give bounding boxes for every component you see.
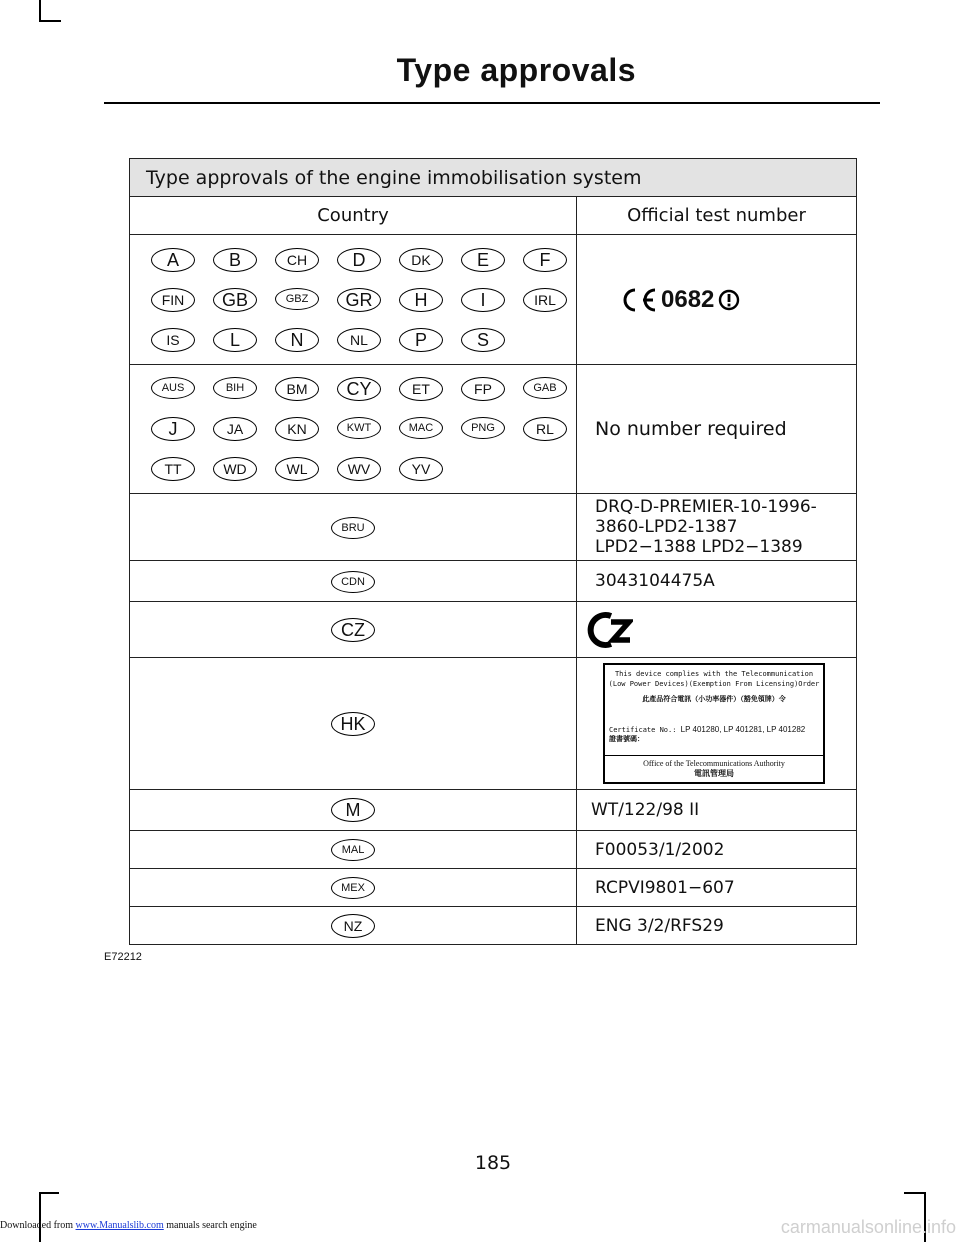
manualslib-link[interactable]: www.Manualslib.com: [75, 1220, 164, 1231]
table-title: Type approvals of the engine immobilisation system: [130, 159, 857, 197]
header-divider: [104, 102, 880, 104]
country-badge: WD: [213, 457, 257, 481]
country-badge: J: [151, 417, 195, 441]
country-badge: MAL: [331, 839, 375, 861]
country-badge: BRU: [331, 517, 375, 539]
country-badge: CY: [337, 377, 381, 401]
country-badge: NL: [337, 328, 381, 352]
country-badge: FP: [461, 377, 505, 401]
ce-mark-group: [619, 286, 856, 314]
country-badge: N: [275, 328, 319, 352]
country-badge: CH: [275, 248, 319, 272]
crop-mark-br-h: [904, 1192, 926, 1194]
country-badge: WV: [337, 457, 381, 481]
country-badge: A: [151, 248, 195, 272]
country-badge: GR: [337, 288, 381, 312]
watermark: carmanualsonline.info: [780, 1217, 956, 1237]
official-test-number: F00053/1/2002: [577, 831, 857, 869]
country-badge: YV: [399, 457, 443, 481]
column-header-number: Official test number: [577, 197, 857, 235]
country-badge: BM: [275, 377, 319, 401]
country-badge: CZ: [331, 618, 375, 642]
country-grid-other: [130, 365, 576, 493]
crop-mark-bl-h: [39, 1192, 59, 1194]
table-row: [130, 365, 857, 494]
crop-mark-tl-v: [39, 0, 41, 22]
country-badge: F: [523, 248, 567, 272]
table-row: [130, 831, 857, 869]
footer-download-note: Downloaded from www.Manualslib.com manuals search engine: [0, 1220, 257, 1231]
country-badge: MEX: [331, 877, 375, 899]
country-badge: KN: [275, 417, 319, 441]
column-header-country: Country: [130, 197, 577, 235]
country-badge: RL: [523, 417, 567, 441]
country-badge: GB: [213, 288, 257, 312]
country-badge: HK: [331, 712, 375, 736]
country-badge: S: [461, 328, 505, 352]
country-badge: AUS: [151, 377, 195, 399]
country-badge: JA: [213, 417, 257, 441]
country-badge: I: [461, 288, 505, 312]
figure-code: E72212: [104, 951, 142, 963]
country-badge: ET: [399, 377, 443, 401]
table-row: [130, 658, 857, 790]
crop-mark-bl-v: [39, 1192, 41, 1242]
country-badge: WL: [275, 457, 319, 481]
country-badge: D: [337, 248, 381, 272]
hk-approval-label: This device complies with the Telecommunication (Low Power Devices)(Exemption From Licensing)Order 此產品符合電訊（小功率器件）（豁免領牌）令 Certificate No.: LP 401280, LP 401281, LP 401282 證書號碼： Office of the Telecommunications Authority 電訊管理局: [603, 663, 825, 784]
official-test-number: 3043104475A: [577, 561, 857, 602]
table-row: [130, 561, 857, 602]
table-row: [130, 235, 857, 365]
official-test-number: No number required: [577, 365, 857, 494]
country-badge: P: [399, 328, 443, 352]
country-badge: NZ: [331, 914, 375, 938]
country-badge: M: [331, 798, 375, 822]
country-badge: MAC: [399, 417, 443, 439]
ce-mark-icon: [619, 287, 659, 313]
country-badge: GBZ: [275, 288, 319, 310]
country-badge: L: [213, 328, 257, 352]
country-badge: FIN: [151, 288, 195, 312]
country-badge: KWT: [337, 417, 381, 439]
table-row: [130, 494, 857, 561]
country-badge: E: [461, 248, 505, 272]
country-badge: IS: [151, 328, 195, 352]
country-badge: DK: [399, 248, 443, 272]
page-title: Type approvals: [396, 52, 636, 88]
page-number: 185: [474, 1152, 512, 1174]
official-test-number: ENG 3/2/RFS29: [577, 907, 857, 945]
country-badge: CDN: [331, 571, 375, 593]
official-test-number: WT/122/98 II: [577, 790, 857, 831]
cz-approval-logo-icon: [587, 610, 633, 650]
notified-body-number: 0682: [661, 285, 715, 313]
crop-mark-tl-h: [39, 20, 61, 22]
country-badge: GAB: [523, 377, 567, 399]
country-badge: IRL: [523, 288, 567, 312]
country-badge: PNG: [461, 417, 505, 439]
official-test-number: RCPVI9801−607: [577, 869, 857, 907]
table-row: [130, 907, 857, 945]
country-badge: BIH: [213, 377, 257, 399]
country-badge: TT: [151, 457, 195, 481]
table-row: [130, 869, 857, 907]
country-badge: H: [399, 288, 443, 312]
country-grid-eu: [130, 236, 576, 364]
country-badge: B: [213, 248, 257, 272]
table-row: [130, 790, 857, 831]
official-test-number: DRQ-D-PREMIER-10-1996- 3860-LPD2-1387 LPD2−1388 LPD2−1389: [577, 494, 857, 561]
type-approvals-table: [129, 158, 857, 945]
alert-mark-icon: [718, 289, 740, 311]
table-row: [130, 602, 857, 658]
